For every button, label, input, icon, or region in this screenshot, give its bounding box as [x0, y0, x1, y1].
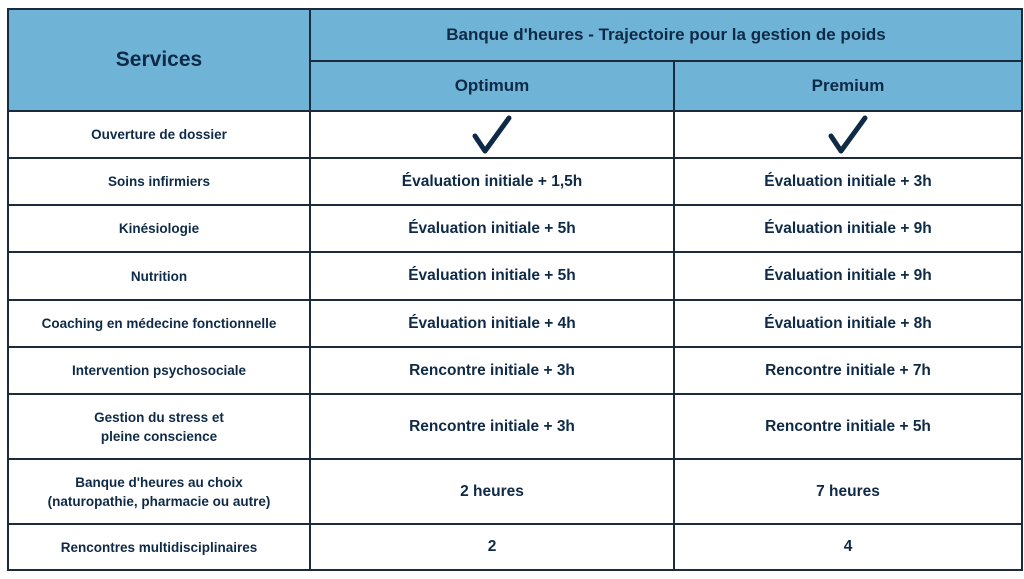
value-optimum: 2 heures: [310, 459, 674, 524]
services-table: [7, 8, 1023, 571]
table-row: [8, 347, 1022, 394]
value-premium: Rencontre initiale + 5h: [674, 394, 1022, 459]
value-premium: Rencontre initiale + 7h: [674, 347, 1022, 394]
service-name: [8, 300, 310, 347]
table-row: [8, 394, 1022, 459]
tier-header-optimum: Optimum: [310, 61, 674, 111]
value-optimum: Évaluation initiale + 5h: [310, 205, 674, 252]
service-name-line: Rencontres multidisciplinaires: [60, 539, 258, 555]
service-name: [8, 394, 310, 459]
service-name-line: Kinésiologie: [118, 221, 200, 236]
services-header: Services: [8, 9, 310, 111]
table-row: [8, 111, 1022, 158]
value-premium: Évaluation initiale + 9h: [674, 205, 1022, 252]
service-name: [8, 347, 310, 394]
service-name-line: Intervention psychosociale: [71, 363, 247, 378]
checkmark-cell-premium: [674, 111, 1022, 158]
table-row: [8, 300, 1022, 347]
service-name: [8, 524, 310, 570]
value-premium: 4: [674, 524, 1022, 570]
value-premium: Évaluation initiale + 3h: [674, 158, 1022, 205]
table-row: [8, 252, 1022, 300]
service-name: [8, 205, 310, 252]
checkmark-icon: [315, 114, 669, 156]
service-name: [8, 111, 310, 158]
checkmark-cell-optimum: [310, 111, 674, 158]
value-optimum: 2: [310, 524, 674, 570]
service-name: [8, 252, 310, 300]
table-body: [8, 111, 1022, 570]
service-name-line: Soins infirmiers: [107, 174, 211, 189]
service-name-line: (naturopathie, pharmacie ou autre): [47, 493, 271, 509]
table-row: [8, 158, 1022, 205]
value-premium: Évaluation initiale + 9h: [674, 252, 1022, 300]
value-optimum: Évaluation initiale + 5h: [310, 252, 674, 300]
service-name: [8, 158, 310, 205]
value-optimum: Rencontre initiale + 3h: [310, 347, 674, 394]
service-name: [8, 459, 310, 524]
table-row: [8, 205, 1022, 252]
service-name-line: pleine conscience: [100, 428, 218, 444]
tier-header-premium: Premium: [674, 61, 1022, 111]
value-optimum: Évaluation initiale + 1,5h: [310, 158, 674, 205]
table-row: [8, 524, 1022, 570]
value-optimum: Évaluation initiale + 4h: [310, 300, 674, 347]
service-name-line: Banque d'heures au choix: [75, 474, 243, 490]
service-name-line: Gestion du stress et: [94, 409, 224, 425]
group-header: Banque d'heures - Trajectoire pour la gestion de poids: [310, 9, 1022, 61]
service-name-line: Nutrition: [130, 268, 188, 284]
service-name-line: Ouverture de dossier: [91, 127, 227, 142]
checkmark-icon: [679, 114, 1017, 156]
service-name-line: Coaching en médecine fonctionnelle: [41, 316, 277, 331]
value-premium: Évaluation initiale + 8h: [674, 300, 1022, 347]
value-optimum: Rencontre initiale + 3h: [310, 394, 674, 459]
value-premium: 7 heures: [674, 459, 1022, 524]
table-row: [8, 459, 1022, 524]
